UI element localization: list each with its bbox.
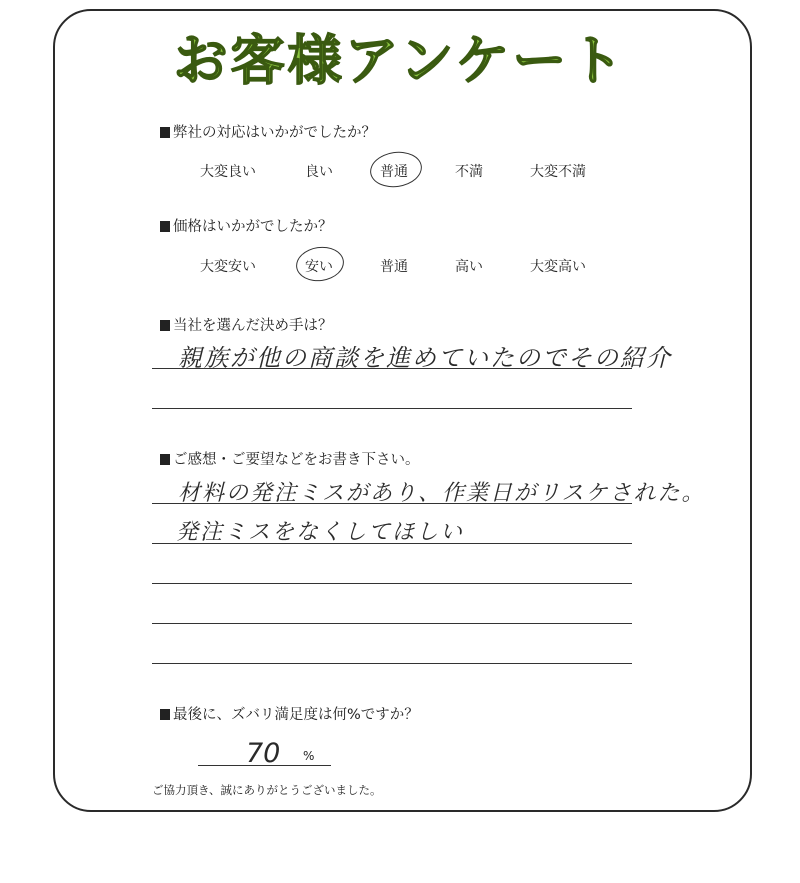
question-1	[160, 121, 376, 142]
square-bullet-icon	[160, 127, 170, 138]
q1-option-5[interactable]: 大変不満	[530, 164, 586, 180]
q4-answer-line-2	[152, 543, 632, 544]
satisfaction-unit: %	[303, 749, 315, 763]
q2-option-5[interactable]: 大変高い	[530, 259, 586, 275]
q3-answer-line-1	[152, 368, 632, 369]
q2-option-2[interactable]: 安い	[305, 259, 333, 275]
question-2-text: 価格はいかがでしたか？	[173, 219, 333, 235]
question-5-text: 最後に、ズバリ満足度は何%ですか？	[173, 707, 419, 723]
q3-answer-line-2	[152, 408, 632, 409]
square-bullet-icon	[160, 454, 170, 465]
question-2	[160, 215, 333, 236]
q4-handwritten-answer-line-1: 材料の発注ミスがあり、作業日がリスケされた。	[178, 481, 706, 506]
q4-answer-line-1	[152, 503, 632, 504]
q1-option-2[interactable]: 良い	[305, 164, 333, 180]
question-3-text: 当社を選んだ決め手は？	[173, 318, 333, 334]
q1-option-1[interactable]: 大変良い	[200, 164, 256, 180]
q4-answer-line-3	[152, 583, 632, 584]
square-bullet-icon	[160, 320, 170, 331]
question-3	[160, 314, 333, 335]
survey-card	[53, 9, 752, 812]
q3-handwritten-answer: 親族が他の商談を進めていたのでその紹介	[178, 344, 672, 372]
q1-option-4[interactable]: 不満	[455, 164, 483, 180]
satisfaction-line	[198, 765, 331, 766]
question-1-text: 弊社の対応はいかがでしたか？	[173, 125, 376, 141]
q4-answer-line-4	[152, 623, 632, 624]
survey-title: お客様アンケート	[173, 29, 627, 92]
thank-you-note: ご協力頂き、誠にありがとうございました。	[152, 783, 382, 797]
q4-handwritten-answer-line-2: 発注ミスをなくしてほしい	[176, 520, 465, 545]
q2-option-3[interactable]: 普通	[380, 259, 408, 275]
question-5	[160, 703, 419, 724]
q1-option-3[interactable]: 普通	[380, 164, 408, 180]
square-bullet-icon	[160, 221, 170, 232]
q2-option-1[interactable]: 大変安い	[200, 259, 256, 275]
question-4	[160, 448, 420, 469]
satisfaction-value: 70	[246, 738, 281, 769]
square-bullet-icon	[160, 709, 170, 720]
q4-answer-line-5	[152, 663, 632, 664]
q2-option-4[interactable]: 高い	[455, 259, 483, 275]
question-4-text: ご感想・ご要望などをお書き下さい。	[173, 452, 420, 468]
